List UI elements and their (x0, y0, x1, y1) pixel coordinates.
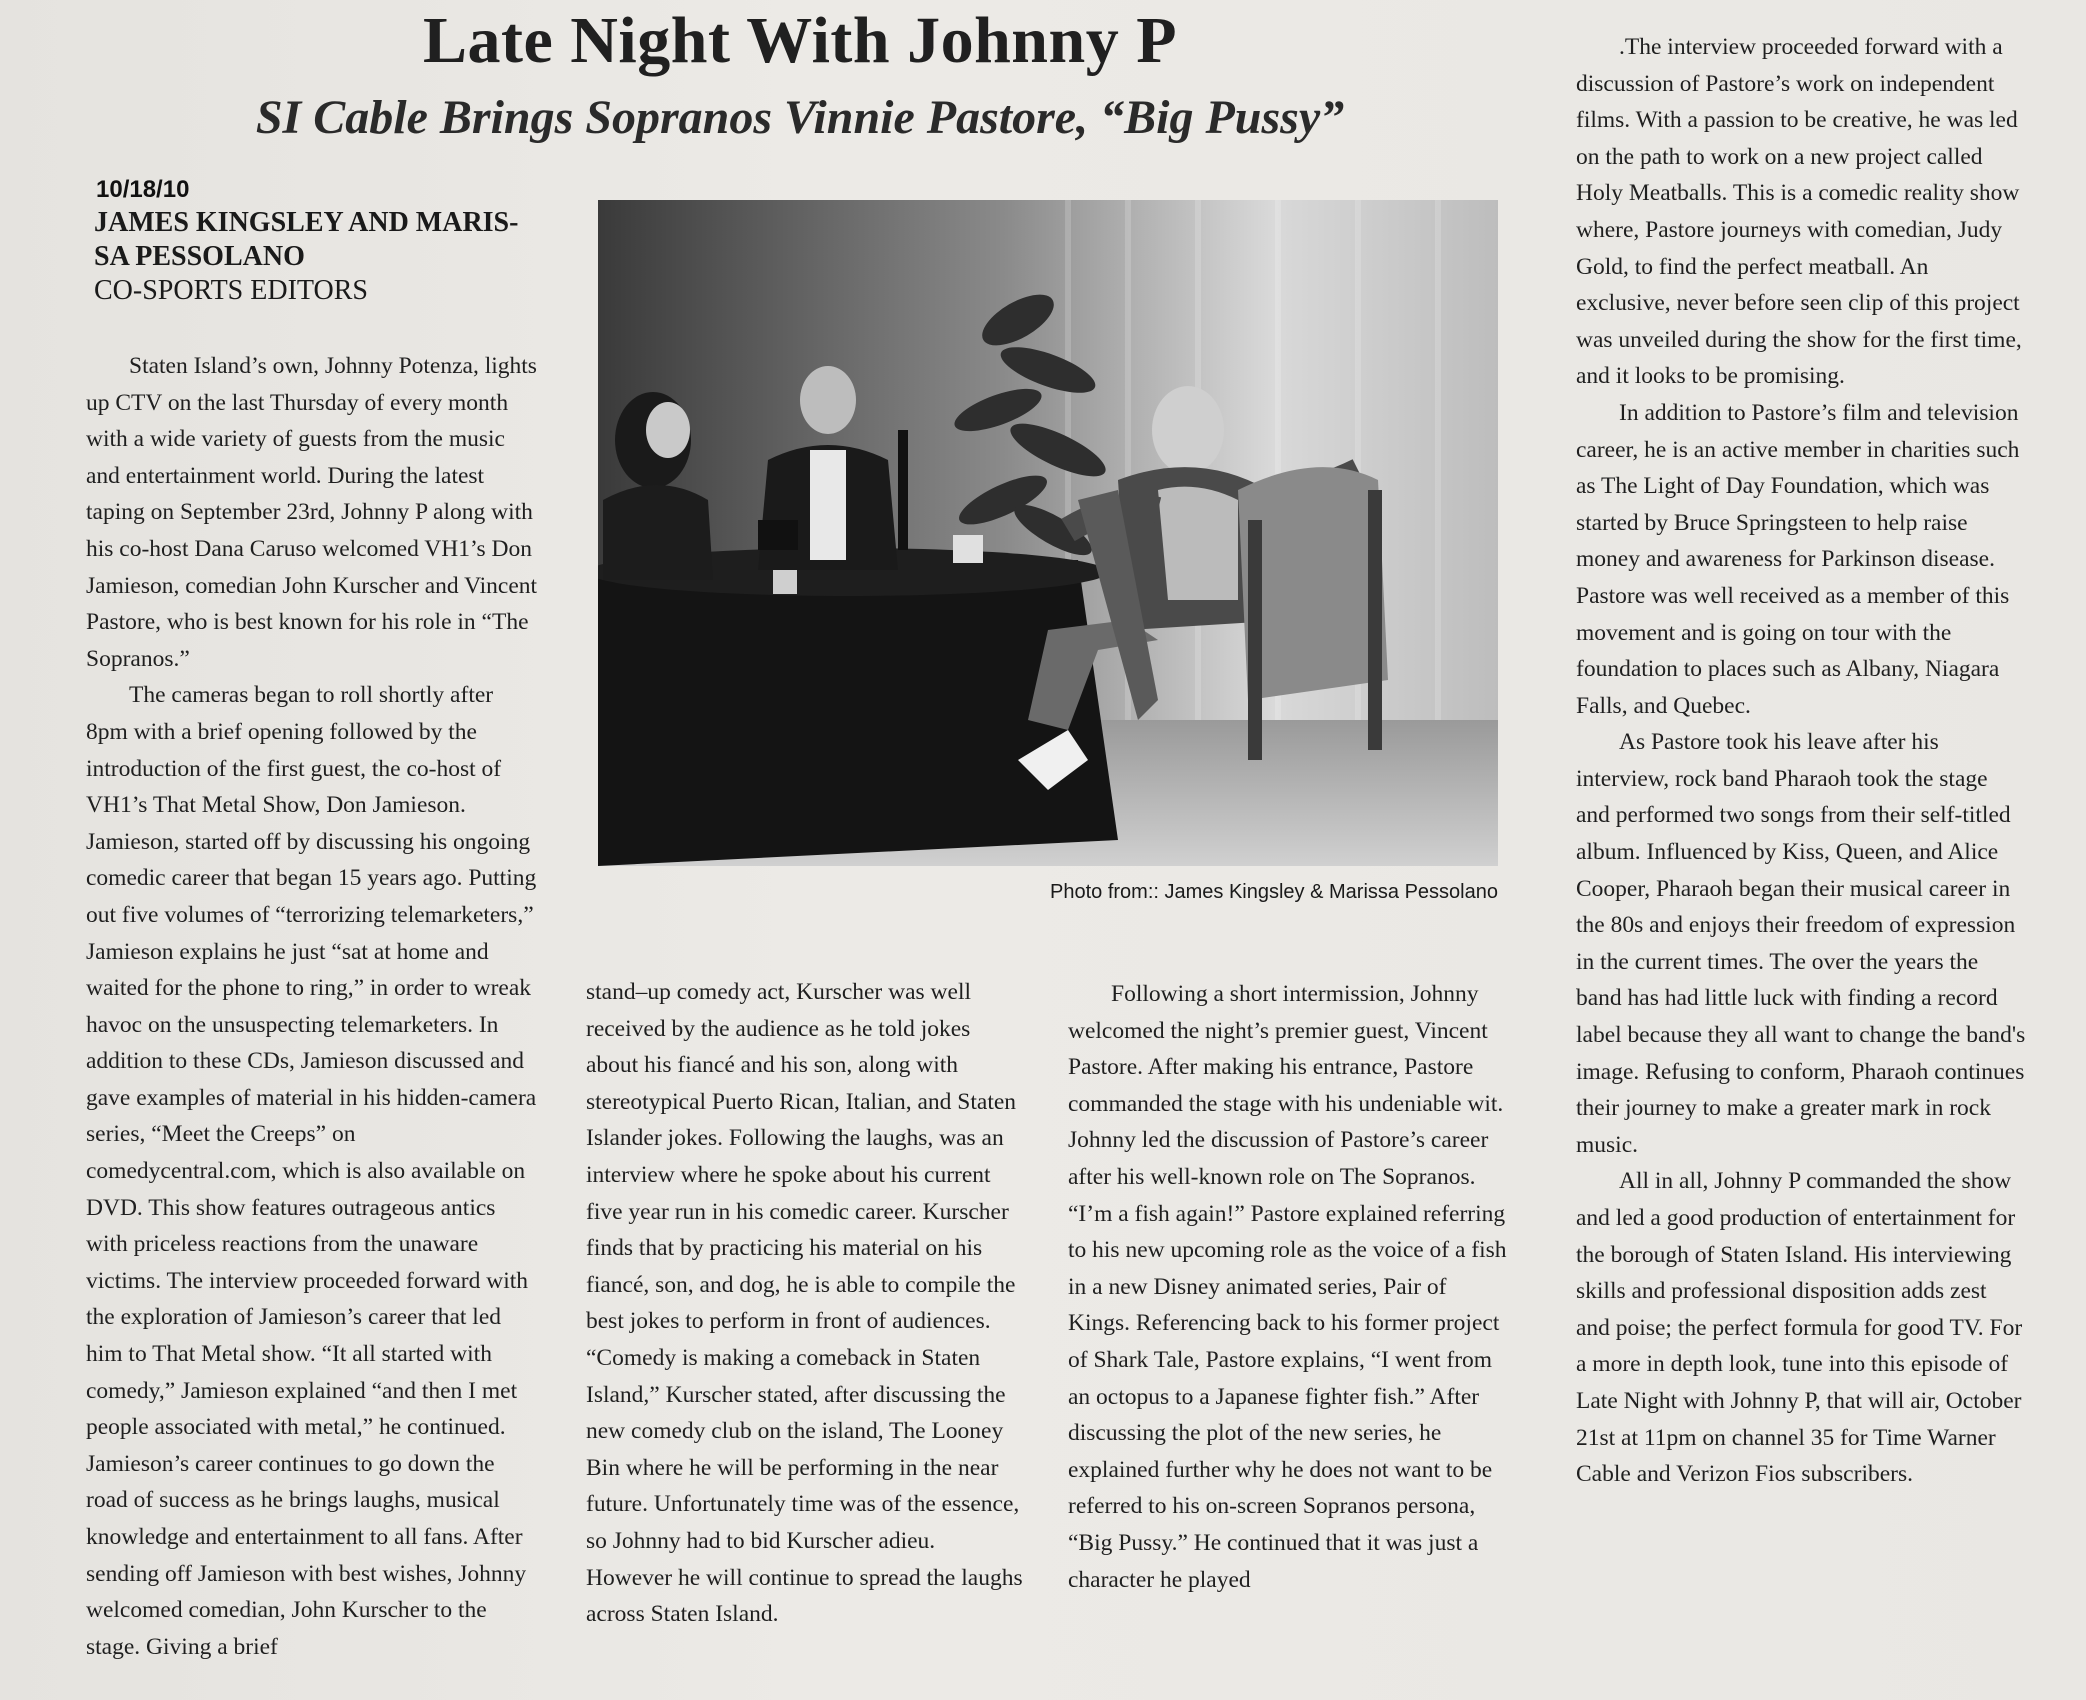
paragraph: Following a short intermission, Johnny welcomed the night’s premier guest, Vincent Pastore. After making his entrance, Pastore commanded the stage with his undeniable wit. Johnny led the discussion of Pastore’s career after his well-known role on The Sopranos. “I’m a fish again!” Pastore explained referring to his new upcoming role as the voice of a fish in a new Disney animated series, Pair of Kings. Referencing back to his former project of Shark Tale, Pastore explains, “I went from an octopus to a Japanese fighter fish.” After discussing the plot of the new series, he explained further why he does not want to be referred to his on-screen Sopranos persona, “Big Pussy.” He continued that it was just a character he played (1068, 981, 1507, 1593)
article-column-1 (86, 348, 538, 1665)
paragraph: Staten Island’s own, Johnny Potenza, lights up CTV on the last Thursday of every month with a wide variety of guests from the music and entertainment world. During the latest taping on September 23rd, Johnny P along with his co-host Dana Caruso welcomed VH1’s Don Jamieson, comedian John Kurscher and Vincent Pastore, who is best known for his role in “The Sopranos.” (86, 353, 538, 672)
photo (598, 200, 1498, 866)
article-column-4 (1576, 29, 2026, 1493)
tv-studio-photo (598, 200, 1498, 866)
subheadline: SI Cable Brings Sopranos Vinnie Pastore, “Big Pussy” (255, 91, 1345, 144)
paragraph: stand–up comedy act, Kurscher was well received by the audience as he told jokes about his fiancé and his son, along with stereotypical Puerto Rican, Italian, and Staten Islander jokes. Following the laughs, was an interview where he spoke about his current five year run in his comedic career. Kurscher finds that by practicing his material on his fiancé, son, and dog, he is able to compile the best jokes to perform in front of audiences. “Comedy is making a comeback in Staten Island,” Kurscher stated, after discussing the new comedy club on the island, The Looney Bin where he will be performing in the near future. Unfortunately time was of the essence, so Johnny had to bid Kurscher adieu. However he will continue to spread the laughs across Staten Island. (586, 979, 1023, 1628)
article-column-3 (1068, 976, 1508, 1598)
byline: JAMES KINGSLEY AND MARIS-SA PESSOLANO (94, 207, 519, 272)
paragraph: All in all, Johnny P commanded the show and led a good production of entertainment for the borough of Staten Island. His interviewing skills and professional disposition adds zest and poise; the perfect formula for good TV. For a more in depth look, tune into this episode of Late Night with Johnny P, that will air, October 21st at 11pm on channel 35 for Time Warner Cable and Verizon Fios subscribers. (1576, 1168, 2023, 1488)
article-column-2 (586, 974, 1026, 1633)
byline-role: CO-SPORTS EDITORS (94, 275, 368, 306)
headline: Late Night With Johnny P (422, 4, 1178, 77)
date-stamp: 10/18/10 (96, 176, 190, 203)
paragraph: .The interview proceeded forward with a discussion of Pastore’s work on independent films. With a passion to be creative, he was led on the path to work on a new project called Holy Meatballs. This is a comedic reality show where, Pastore journeys with comedian, Judy Gold, to find the perfect meatball. An exclusive, never before seen clip of this project was unveiled during the show for the first time, and it looks to be promising. (1576, 34, 2022, 390)
paragraph: As Pastore took his leave after his interview, rock band Pharaoh took the stage and performed two songs from their self-titled album. Influenced by Kiss, Queen, and Alice Cooper, Pharaoh began their musical career in the 80s and enjoys their freedom of expression in the current times. The over the years the band has had little luck with finding a record label because they all want to change the band's image. Refusing to conform, Pharaoh continues their journey to make a greater mark in rock music. (1576, 729, 2026, 1158)
paragraph: In addition to Pastore’s film and television career, he is an active member in charities such as The Light of Day Foundation, which was started by Bruce Springsteen to help raise money and awareness for Parkinson disease. Pastore was well received as a member of this movement and is going on tour with the foundation to places such as Albany, Niagara Falls, and Quebec. (1576, 399, 2020, 719)
paragraph: The cameras began to roll shortly after 8pm with a brief opening followed by the introduction of the first guest, the co-host of VH1’s That Metal Show, Don Jamieson. Jamieson, started off by discussing his ongoing comedic career that began 15 years ago. Putting out five volumes of “terrorizing telemarketers,” Jamieson explains he just “sat at home and waited for the phone to ring,” in order to wreak havoc on the unsuspecting telemarketers. In addition to these CDs, Jamieson discussed and gave examples of material in his hidden-camera series, “Meet the Creeps” on comedycentral.com, which is also available on DVD. This show features outrageous antics with priceless reactions from the unaware victims. The interview proceeded forward with the exploration of Jamieson’s career that led him to That Metal show. “It all started with comedy,” Jamieson explained “and then I met people associated with metal,” he continued. Jamieson’s career continues to go down the road of success as he brings laughs, musical knowledge and entertainment to all fans. After sending off Jamieson with best wishes, Johnny welcomed comedian, John Kurscher to the stage. Giving a brief (86, 682, 537, 1660)
photo-caption: Photo from:: James Kingsley & Marissa Pessolano (1050, 881, 1498, 903)
